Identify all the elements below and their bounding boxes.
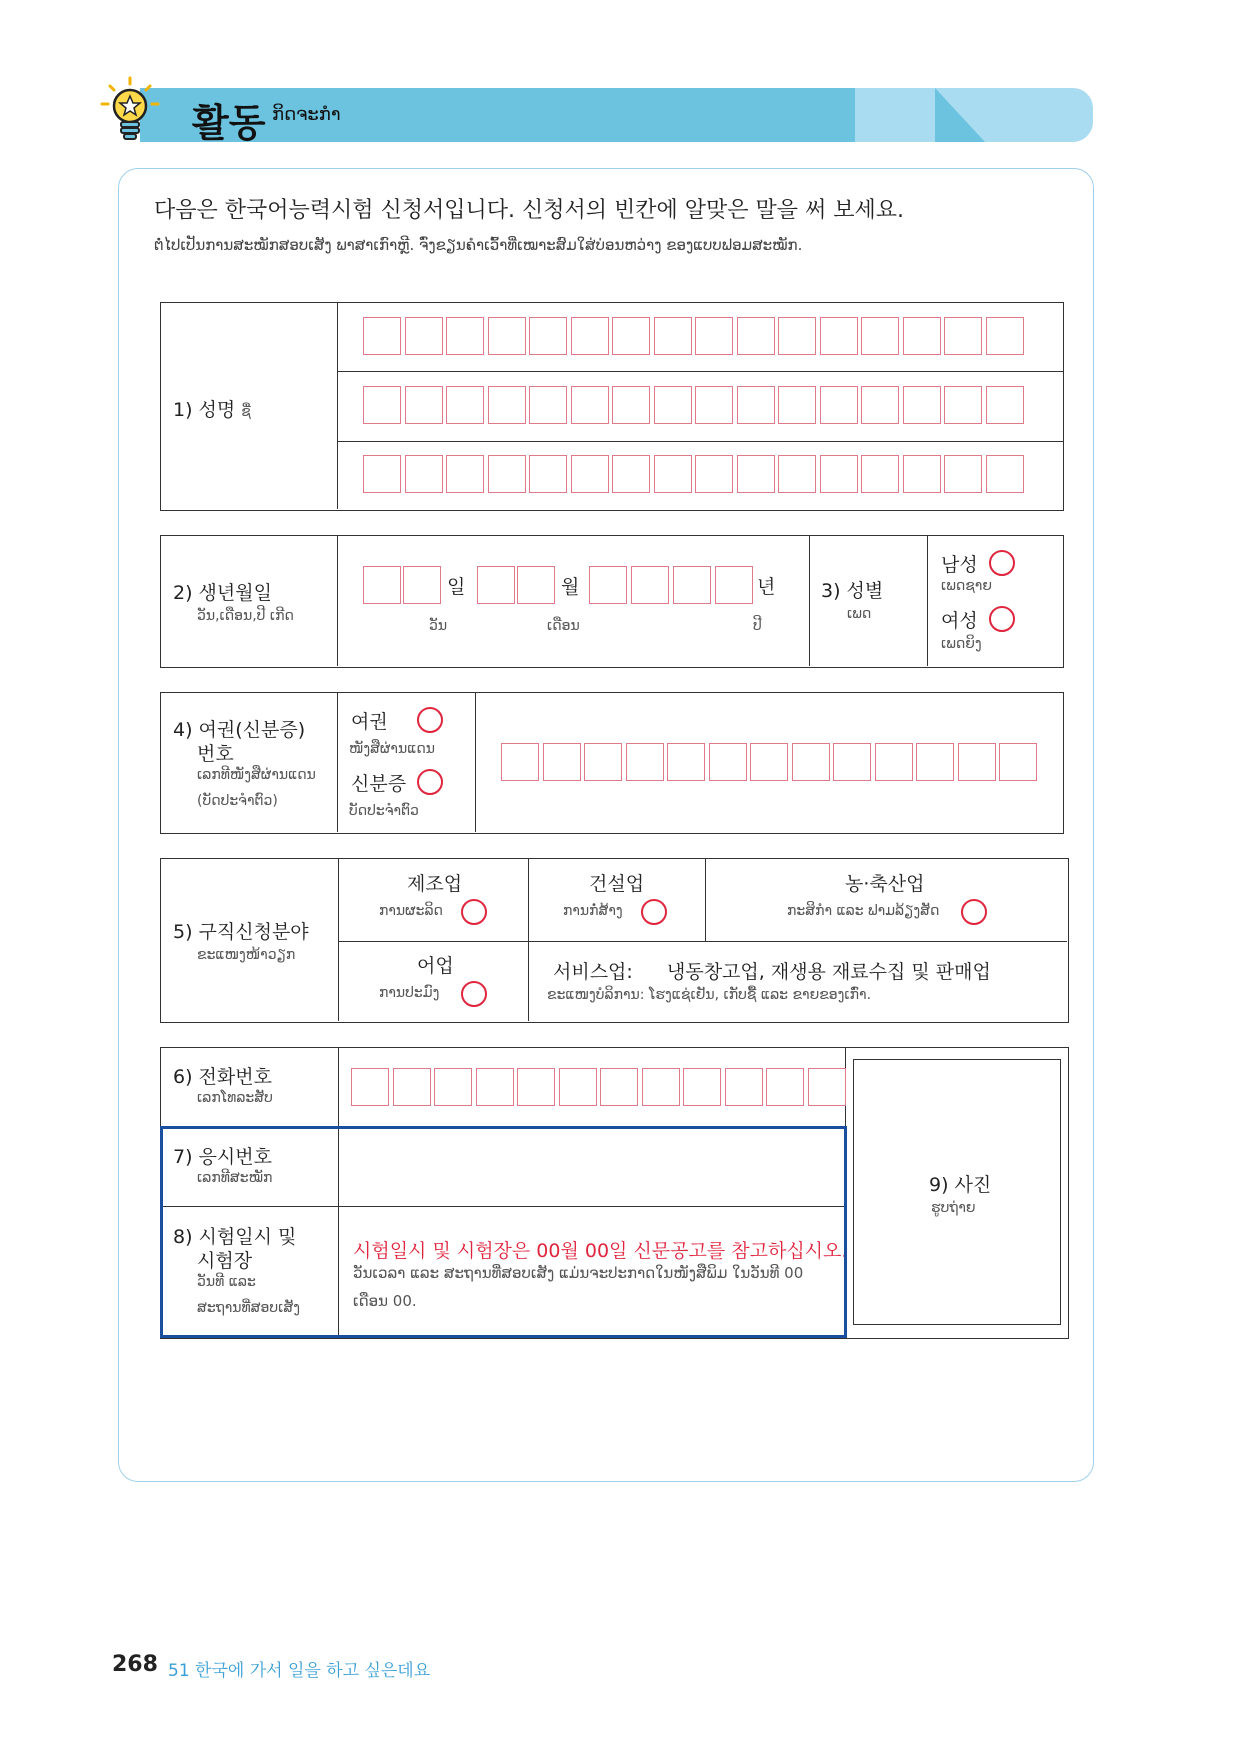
month-box-2[interactable] (517, 566, 555, 604)
name-char-box[interactable] (903, 317, 941, 355)
manufacturing-label-lao: ການຜະລິດ (379, 903, 443, 919)
phone-digit-box[interactable] (476, 1068, 514, 1106)
passport-digit-box[interactable] (543, 743, 581, 781)
job-field-label: 5) 구직신청분야 (173, 921, 309, 943)
lightbulb-icon (100, 76, 160, 146)
name-char-box[interactable] (488, 317, 526, 355)
name-char-box[interactable] (363, 455, 401, 493)
name-char-box[interactable] (944, 386, 982, 424)
male-label: 남성 (941, 554, 978, 576)
name-section (160, 302, 1064, 511)
name-char-box[interactable] (446, 317, 484, 355)
name-char-box[interactable] (820, 317, 858, 355)
id-card-option-lao: ບັດປະຈຳຕົວ (349, 803, 419, 819)
passport-label-lao-2: (ບັດປະຈຳຕົວ) (197, 793, 278, 809)
activity-title: 활동 (192, 101, 266, 145)
name-char-box[interactable] (986, 386, 1024, 424)
name-char-box[interactable] (820, 455, 858, 493)
name-char-box[interactable] (737, 386, 775, 424)
name-char-box[interactable] (778, 455, 816, 493)
phone-label-lao: ເລກໂທລະສັບ (197, 1090, 273, 1106)
phone-digit-box[interactable] (517, 1068, 555, 1106)
passport-digit-box[interactable] (501, 743, 539, 781)
name-char-box[interactable] (529, 455, 567, 493)
name-char-box[interactable] (405, 455, 443, 493)
name-char-box[interactable] (529, 386, 567, 424)
phone-digit-box[interactable] (766, 1068, 804, 1106)
name-char-box[interactable] (363, 386, 401, 424)
phone-digit-box[interactable] (600, 1068, 638, 1106)
id-card-option-label: 신분증 (351, 773, 407, 795)
female-label: 여성 (941, 610, 978, 632)
passport-option-lao: ໜັງສືຜ່ານແດນ (349, 741, 435, 757)
activity-subtitle: ກິດຈະກຳ (272, 104, 341, 125)
male-radio[interactable] (989, 550, 1015, 576)
name-char-box[interactable] (944, 455, 982, 493)
exam-date-label-2: 시험장 (197, 1250, 253, 1272)
construction-radio[interactable] (641, 899, 667, 925)
birth-label: 2) 생년월일 (173, 582, 272, 604)
passport-digit-box[interactable] (792, 743, 830, 781)
year-box-2[interactable] (631, 566, 669, 604)
name-char-box[interactable] (695, 386, 733, 424)
fishing-label-lao: ການປະມົງ (379, 985, 440, 1001)
passport-digit-box[interactable] (667, 743, 705, 781)
passport-digit-box[interactable] (709, 743, 747, 781)
passport-digit-box[interactable] (916, 743, 954, 781)
passport-option-label: 여권 (351, 711, 388, 733)
agriculture-label: 농·축산업 (845, 873, 925, 895)
phone-digit-box[interactable] (393, 1068, 431, 1106)
phone-digit-box[interactable] (683, 1068, 721, 1106)
name-char-box[interactable] (986, 455, 1024, 493)
fishing-label: 어업 (417, 955, 454, 977)
name-char-box[interactable] (903, 455, 941, 493)
name-char-box[interactable] (778, 317, 816, 355)
birth-label-lao: ວັນ,ເດືອນ,ປີ ເກີດ (197, 608, 294, 624)
phone-label: 6) 전화번호 (173, 1066, 272, 1088)
highlight-frame (160, 1126, 847, 1338)
gender-label-lao: ເພດ (847, 606, 872, 622)
day-unit-lao: ວັນ (429, 618, 448, 634)
contact-exam-section (160, 1047, 1069, 1339)
male-label-lao: ເພດຊາຍ (941, 578, 992, 594)
passport-label-lao: ເລກທີໜັງສືຜ່ານແດນ (197, 767, 316, 783)
name-label: 1) 성명 (173, 399, 236, 421)
year-box-3[interactable] (673, 566, 711, 604)
name-char-box[interactable] (737, 455, 775, 493)
phone-digit-box[interactable] (642, 1068, 680, 1106)
chapter-title: 51 한국에 가서 일을 하고 싶은데요 (168, 1661, 431, 1681)
name-char-box[interactable] (820, 386, 858, 424)
exam-number-label-lao: ເລກທີສະໝັກ (197, 1170, 273, 1186)
name-char-box[interactable] (612, 455, 650, 493)
birth-gender-section (160, 535, 1064, 668)
passport-label: 4) 여권(신분증) (173, 719, 306, 741)
name-char-box[interactable] (737, 317, 775, 355)
construction-label-lao: ການກໍ່ສ້າງ (563, 903, 623, 919)
phone-digit-box[interactable] (434, 1068, 472, 1106)
phone-digit-box[interactable] (351, 1068, 389, 1106)
job-field-section (160, 858, 1069, 1023)
name-char-box[interactable] (695, 317, 733, 355)
name-char-box[interactable] (654, 317, 692, 355)
fishing-radio[interactable] (461, 981, 487, 1007)
passport-digit-box[interactable] (833, 743, 871, 781)
name-char-box[interactable] (861, 455, 899, 493)
exam-number-label: 7) 응시번호 (173, 1146, 272, 1168)
name-char-box[interactable] (861, 317, 899, 355)
name-char-box[interactable] (488, 455, 526, 493)
activity-banner (100, 88, 1093, 145)
passport-radio[interactable] (417, 707, 443, 733)
exam-date-label-lao: ວັນທີ ແລະ (197, 1274, 256, 1290)
passport-section (160, 692, 1064, 834)
exam-notice: 시험일시 및 시험장은 00월 00일 신문공고를 참고하십시오. (353, 1240, 848, 1262)
exam-date-label: 8) 시험일시 및 (173, 1226, 297, 1248)
name-char-box[interactable] (405, 386, 443, 424)
photo-label: 9) 사진 (929, 1174, 992, 1196)
instruction-lao: ຕໍ່ໄປເປັນການສະໝັກສອບເສັງ ພາສາເກົາຫຼີ. ຈົ່ງຂຽນຄຳເວົ້າທີ່ເໝາະສົມໃສ່ບ່ອນຫວ່າງ ຂອງແບບຟອມສະໝັກ. (154, 236, 803, 254)
day-box-1[interactable] (363, 566, 401, 604)
exam-date-label-lao-2: ສະຖານທີ່ສອບເສັງ (197, 1300, 300, 1316)
service-detail: 냉동창고업, 재생용 재료수집 및 판매업 (667, 961, 991, 983)
month-unit: 월 (561, 576, 580, 598)
manufacturing-label: 제조업 (407, 873, 463, 895)
gender-label: 3) 성별 (821, 580, 884, 602)
name-char-box[interactable] (571, 386, 609, 424)
passport-digit-box[interactable] (584, 743, 622, 781)
phone-digit-box[interactable] (725, 1068, 763, 1106)
name-char-box[interactable] (529, 317, 567, 355)
passport-digit-box[interactable] (958, 743, 996, 781)
name-char-box[interactable] (944, 317, 982, 355)
service-label: 서비스업: (553, 961, 633, 983)
construction-label: 건설업 (589, 873, 645, 895)
year-box-1[interactable] (589, 566, 627, 604)
passport-digit-box[interactable] (875, 743, 913, 781)
year-box-4[interactable] (715, 566, 753, 604)
phone-digit-box[interactable] (559, 1068, 597, 1106)
name-char-box[interactable] (986, 317, 1024, 355)
agriculture-radio[interactable] (961, 899, 987, 925)
name-char-box[interactable] (612, 317, 650, 355)
passport-digit-box[interactable] (626, 743, 664, 781)
name-char-box[interactable] (654, 386, 692, 424)
name-char-box[interactable] (571, 317, 609, 355)
id-card-radio[interactable] (417, 769, 443, 795)
name-char-box[interactable] (654, 455, 692, 493)
female-radio[interactable] (989, 606, 1015, 632)
day-unit: 일 (447, 576, 466, 598)
female-label-lao: ເພດຍິງ (941, 636, 982, 652)
year-unit: 년 (757, 576, 776, 598)
year-unit-lao: ປີ (753, 618, 762, 634)
passport-label-2: 번호 (197, 743, 234, 765)
page-number: 268 (112, 1652, 158, 1677)
phone-digit-box[interactable] (808, 1068, 846, 1106)
name-char-box[interactable] (446, 455, 484, 493)
name-char-box[interactable] (778, 386, 816, 424)
name-char-box[interactable] (571, 455, 609, 493)
name-char-box[interactable] (695, 455, 733, 493)
name-char-box[interactable] (405, 317, 443, 355)
name-char-box[interactable] (612, 386, 650, 424)
passport-digit-box[interactable] (999, 743, 1037, 781)
name-label-lao: ຊື່ (241, 404, 251, 420)
passport-digit-box[interactable] (750, 743, 788, 781)
name-char-box[interactable] (488, 386, 526, 424)
photo-label-lao: ຮູບຖ່າຍ (931, 1200, 976, 1216)
name-char-box[interactable] (363, 317, 401, 355)
exam-notice-lao-2: ເດືອນ 00. (353, 1292, 417, 1310)
service-label-lao: ຂະແໜງບໍລິການ: ໂຮງແຊ່ເຢັນ, ເກັບຊື້ ແລະ ຂາຍຂອງເກົ່າ. (547, 987, 872, 1003)
day-box-2[interactable] (403, 566, 441, 604)
manufacturing-radio[interactable] (461, 899, 487, 925)
job-field-label-lao: ຂະແໜງໜ້າວຽກ (197, 947, 296, 963)
name-char-box[interactable] (446, 386, 484, 424)
name-char-box[interactable] (861, 386, 899, 424)
agriculture-label-lao: ກະສິກຳ ແລະ ຟາມລ້ຽງສັດ (787, 903, 940, 919)
month-box-1[interactable] (477, 566, 515, 604)
exam-notice-lao: ວັນເວລາ ແລະ ສະຖານທີ່ສອບເສັງ ແມ່ນຈະປະກາດໃນໜັງສືພິມ ໃນວັນທີ 00 (353, 1264, 804, 1282)
instruction-korean: 다음은 한국어능력시험 신청서입니다. 신청서의 빈칸에 알맞은 말을 써 보세요. (154, 198, 904, 223)
month-unit-lao: ເດືອນ (547, 618, 580, 634)
name-char-box[interactable] (903, 386, 941, 424)
